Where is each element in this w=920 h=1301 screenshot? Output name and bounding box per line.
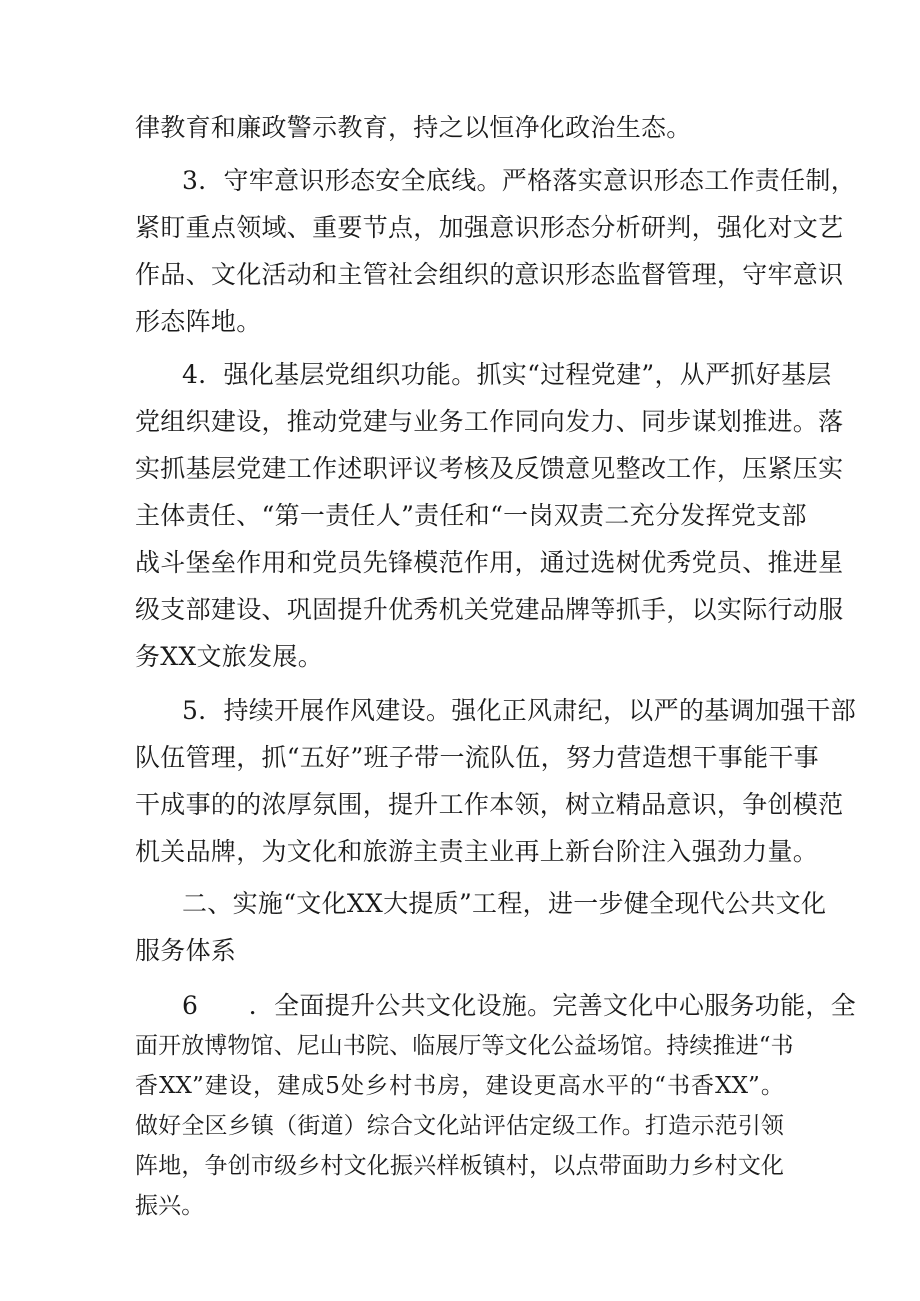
- text-line: 4．强化基层党组织功能。抓实“过程党建”，从严抓好基层: [182, 360, 832, 389]
- text-line: 实抓基层党建工作述职评议考核及反馈意见整改工作，压紧压实: [135, 454, 844, 483]
- text-line: 律教育和廉政警示教育，持之以恒净化政治生态。: [135, 113, 692, 142]
- text-line: 阵地，争创市级乡村文化振兴样板镇村，以点带面助力乡村文化: [135, 1153, 784, 1179]
- section-heading: 二、实施“文化XX大提质”工程，进一步健全现代公共文化: [182, 889, 827, 918]
- text-line: 紧盯重点领域、重要节点，加强意识形态分析研判，强化对文艺: [135, 213, 844, 242]
- text-line: 机关品牌，为文化和旅游主责主业再上新台阶注入强劲力量。: [135, 837, 819, 866]
- text-line: 5．持续开展作风建设。强化正风肃纪，以严的基调加强干部: [182, 696, 857, 725]
- text-line: 队伍管理，抓“五好”班子带一流队伍，努力营造想干事能干事: [135, 743, 819, 772]
- text-line: 主体责任、“第一责任人”责任和“一岗双责二充分发挥党支部: [135, 501, 807, 530]
- text-line: 干成事的的浓厚氛围，提升工作本领，树立精品意识，争创模范: [135, 790, 844, 819]
- text-line: 振兴。: [135, 1193, 205, 1219]
- text-line: 3．守牢意识形态安全底线。严格落实意识形态工作责任制，: [182, 166, 857, 195]
- text-line: 香XX”建设，建成5处乡村书房，建设更高水平的“书香XX”。: [135, 1073, 784, 1099]
- text-line: 形态阵地。: [135, 307, 262, 336]
- text-line: 级支部建设、巩固提升优秀机关党建品牌等抓手，以实际行动服: [135, 595, 844, 624]
- text-line: 战斗堡垒作用和党员先锋模范作用，通过选树优秀党员、推进星: [135, 548, 844, 577]
- section-heading: 服务体系: [135, 936, 237, 965]
- text-line: 面开放博物馆、尼山书院、临展厅等文化公益场馆。持续推进“书: [135, 1033, 794, 1059]
- text-line: 做好全区乡镇（街道）综合文化站评估定级工作。打造示范引领: [135, 1113, 784, 1139]
- text-line: 6 ．全面提升公共文化设施。完善文化中心服务功能，全: [182, 991, 857, 1020]
- text-line: 党组织建设，推动党建与业务工作同向发力、同步谋划推进。落: [135, 407, 844, 436]
- text-line: 作品、文化活动和主管社会组织的意识形态监督管理，守牢意识: [135, 260, 844, 289]
- text-line: 务XX文旅发展。: [135, 642, 323, 671]
